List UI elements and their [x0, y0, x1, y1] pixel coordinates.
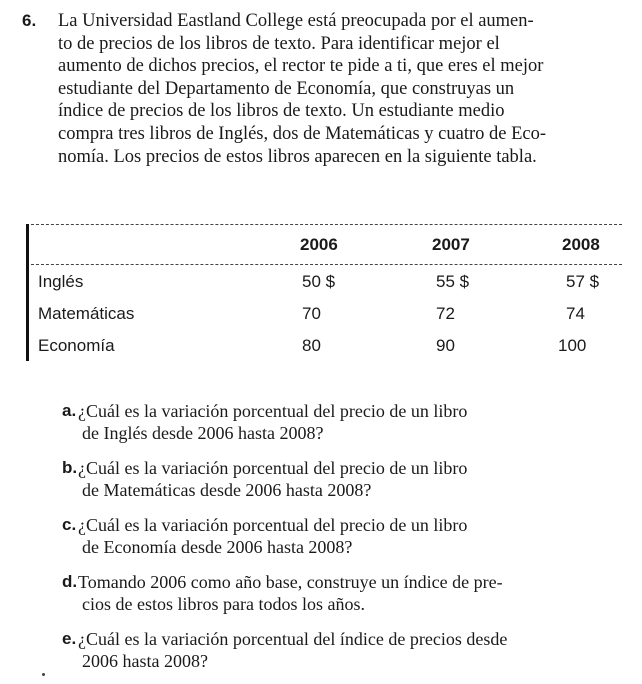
question-text: ¿Cuál es la variación porcentual del precio de un libro — [78, 515, 468, 535]
table-header-2006: 2006 — [300, 235, 338, 254]
question-letter: c. — [62, 515, 77, 534]
table-row-label: Matemáticas — [38, 304, 135, 323]
question-text: ¿Cuál es la variación porcentual del índice de precios desde — [78, 629, 508, 649]
scan-speck — [42, 673, 45, 676]
question-letter: e. — [62, 629, 77, 648]
problem-line: aumento de dichos precios, el rector te pide a ti, que eres el mejor — [58, 56, 544, 77]
question-letter: d. — [62, 572, 78, 591]
table-header-2007: 2007 — [432, 235, 470, 254]
question-text: ¿Cuál es la variación porcentual del precio de un libro — [78, 458, 468, 478]
problem-line: nomía. Los precios de estos libros aparecen en la siguiente tabla. — [58, 146, 537, 167]
table-cell: 57 $ — [566, 272, 600, 291]
question-text: cios de estos libros para todos los años. — [82, 594, 365, 614]
problem-number: 6. — [22, 11, 37, 30]
table-header-2008: 2008 — [562, 235, 600, 254]
question-text: 2006 hasta 2008? — [82, 651, 208, 671]
question-letter: a. — [62, 401, 77, 420]
question-text: de Economía desde 2006 hasta 2008? — [82, 537, 353, 557]
table-cell: 74 — [566, 304, 585, 323]
table-row-label: Economía — [38, 336, 115, 355]
table-cell: 55 $ — [436, 272, 470, 291]
question-letter: b. — [62, 458, 78, 477]
problem-line: estudiante del Departamento de Economía, que construyas un — [58, 78, 515, 99]
price-table — [26, 224, 624, 364]
table-cell: 80 — [302, 336, 321, 355]
table-cell: 50 $ — [302, 272, 336, 291]
table-cell: 70 — [302, 304, 321, 323]
question-text: de Matemáticas desde 2006 hasta 2008? — [82, 480, 372, 500]
table-cell: 100 — [558, 336, 587, 355]
question-text: ¿Cuál es la variación porcentual del precio de un libro — [78, 401, 468, 421]
problem-line: compra tres libros de Inglés, dos de Matemáticas y cuatro de Eco- — [58, 124, 547, 144]
table-top-rule — [26, 224, 622, 225]
table-row-label: Inglés — [38, 272, 84, 291]
problem-line: La Universidad Eastland College está preocupada por el aumen- — [58, 11, 534, 31]
table-cell: 72 — [436, 304, 455, 323]
table-header-rule — [26, 264, 622, 265]
table-cell: 90 — [436, 336, 455, 355]
table-left-rule — [26, 224, 29, 361]
problem-line: to de precios de los libros de texto. Para identificar mejor el — [58, 33, 500, 54]
question-text: de Inglés desde 2006 hasta 2008? — [82, 423, 324, 443]
problem-line: índice de precios de los libros de texto. Un estudiante medio — [58, 101, 505, 122]
question-text: Tomando 2006 como año base, construye un índice de pre- — [78, 572, 503, 592]
